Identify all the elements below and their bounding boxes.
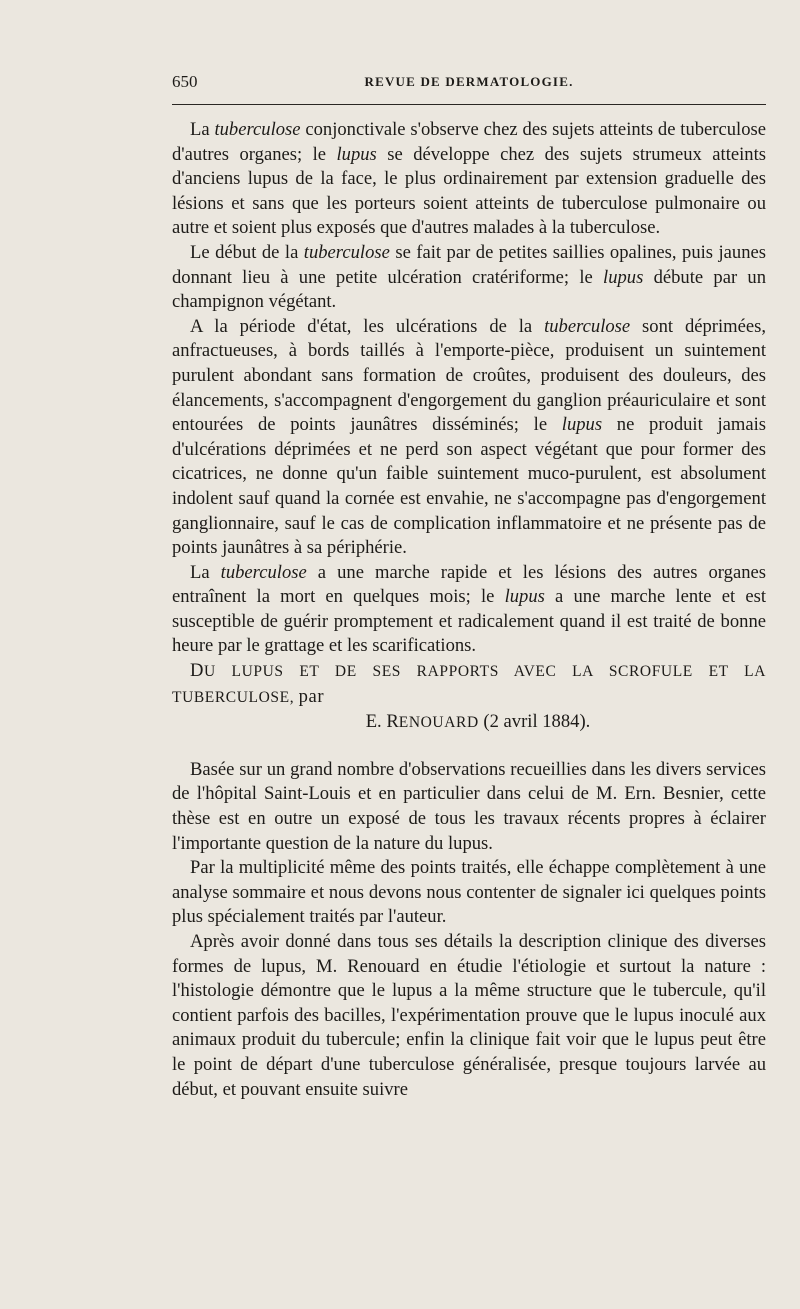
title-initial: D <box>190 660 205 682</box>
title-par: par <box>298 685 325 707</box>
body-text <box>172 118 766 1102</box>
paragraph-4 <box>172 561 766 659</box>
text-run: se développe chez des sujets strumeux atteints d'anciens lupus de la face, le plus ordinairement par extension graduelle des lésions et sans que les porteurs soient atteints de tuberculose pulmonaire ou autre et soient plus exposés que d'autres malades à la tuberculose. <box>172 143 766 239</box>
text-run: La <box>190 119 215 140</box>
italic-term: lupus <box>336 143 377 165</box>
paragraph-1 <box>172 118 766 241</box>
text-run: a une marche lente et est susceptible de guérir promptement et radicalement quand il est traité de bonne heure par le grattage et les scarifications. <box>172 586 766 657</box>
title-text: U LUPUS ET DE SES RAPPORTS AVEC LA SCROFULE ET LA TUBERCULOSE, <box>172 663 766 706</box>
italic-term: lupus <box>504 586 545 608</box>
paragraph-6: Par la multiplicité même des points traités, elle échappe complètement à une analyse sommaire et nous devons nous contenter de signaler ici quelques points plus spécialement traités par l'auteur. <box>172 857 766 928</box>
page-header <box>172 72 766 96</box>
section-title <box>172 659 766 710</box>
text-run: sont déprimées, anfractueuses, à bords taillés à l'emporte-pièce, produisent un suintement purulent abondant sans formation de croûtes, produisent des douleurs, des élancements, s'accompagnent d'engorgement du ganglion préauriculaire et sont entourées de points jaunâtres disséminés; le <box>172 315 767 436</box>
italic-term: tuberculose <box>303 241 390 263</box>
thesis-date: (2 avril 1884). <box>478 711 591 733</box>
text-run: Le début de la <box>190 241 304 263</box>
paragraph-7: Après avoir donné dans tous ses détails la description clinique des diverses formes de lupus, M. Renouard en étudie l'étiologie et surtout la nature : l'histologie démontre que le lupus a la même structure que le tubercule, qu'il contient parfois des bacilles, l'expérimentation prouve que le lupus inoculé aux animaux produit du tubercule; enfin la clinique fait voir que le lupus peut être le point de départ d'une tuberculose généralisée, presque toujours larvée au début, et pouvant ensuite suivre <box>172 931 766 1100</box>
italic-term: lupus <box>603 266 644 288</box>
text-run: a une marche rapide et les lésions des autres organes entraînent la mort en quelques mois; le <box>172 561 766 608</box>
author-initial: E. R <box>365 711 399 733</box>
italic-term: tuberculose <box>544 315 631 337</box>
italic-term: tuberculose <box>214 119 301 140</box>
author-name: ENOUARD <box>398 714 479 732</box>
text-run: La <box>190 561 221 583</box>
text-run: ne produit jamais d'ulcérations déprimées et ne perd son aspect végétant que pour former des cicatrices, ne donne qu'un faible suintement muco-purulent, est absolument indolent sauf quand la cornée est envahie, ne s'accompagne pas d'engorgement ganglionnaire, sauf le cas de complication inflammatoire et ne présente pas de points jaunâtres à sa périphérie. <box>172 414 766 559</box>
page-number: 650 <box>172 72 198 91</box>
text-run: débute par un champignon végétant. <box>172 266 766 313</box>
text-run: conjonctivale s'observe chez des sujets atteints de tuberculose d'autres organes; le <box>172 119 766 165</box>
paragraph-5: Basée sur un grand nombre d'observations recueillies dans les divers services de l'hôpital Saint-Louis et en particulier dans celui de M. Ern. Besnier, cette thèse est en outre un exposé de tous les travaux récents propres à éclairer l'importante question de la nature du lupus. <box>172 758 766 854</box>
italic-term: tuberculose <box>220 561 307 583</box>
italic-term: lupus <box>561 414 603 436</box>
header-rule <box>172 104 766 105</box>
paragraph-2 <box>172 241 766 315</box>
paragraph-3 <box>172 315 766 561</box>
section-author <box>172 710 766 736</box>
text-run: A la période d'état, les ulcérations de la <box>190 315 545 337</box>
text-run: se fait par de petites saillies opalines, puis jaunes donnant lieu à une petite ulcération cratériforme; le <box>172 241 766 288</box>
running-title: REVUE DE DERMATOLOGIE. <box>364 74 574 89</box>
